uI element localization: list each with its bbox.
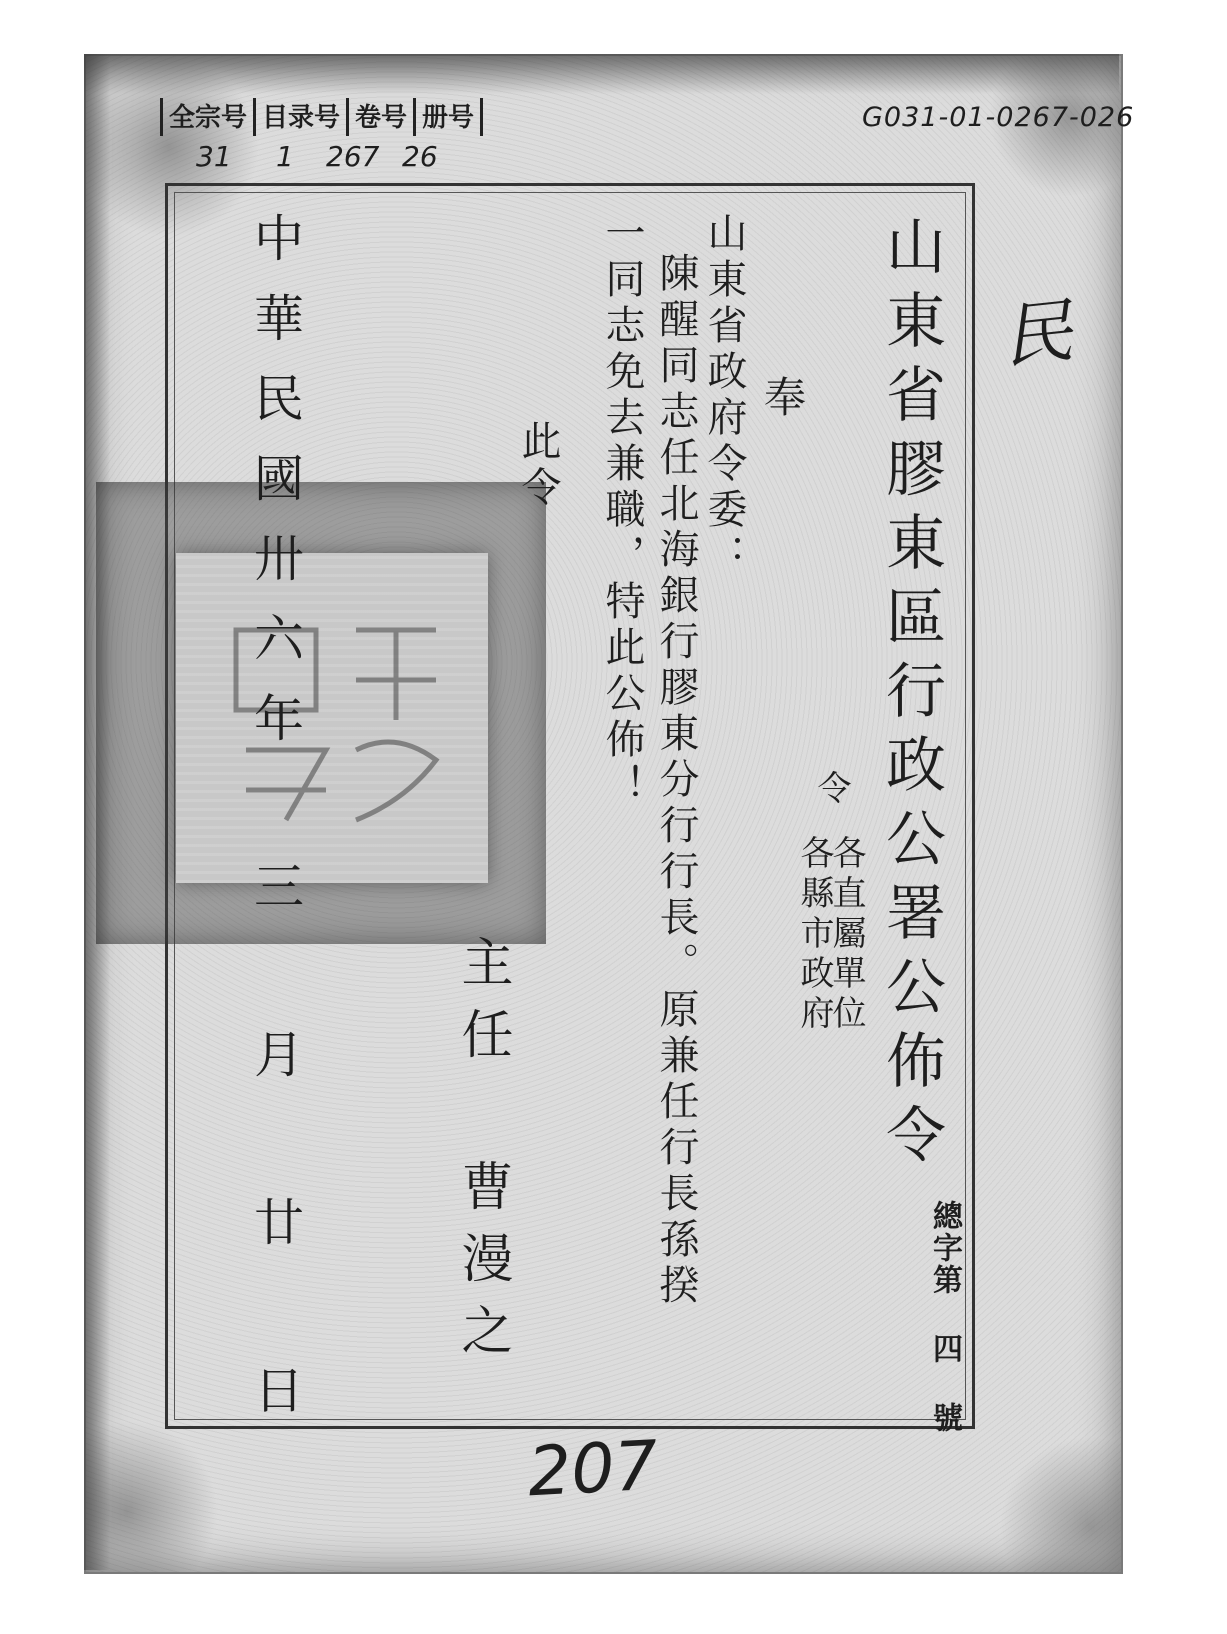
addressee-prefix: 令: [811, 770, 851, 804]
archive-id: G031-01-0267-026: [862, 102, 1135, 133]
body-line: 一同志免去兼職，特此公佈！: [599, 212, 645, 810]
ref-header-volume: 卷号: [349, 98, 416, 136]
document-serial-number: 總字第 四 號: [927, 1200, 962, 1434]
ref-value-volume: 267: [326, 140, 380, 173]
document-date: 中華民國卅六年 三 月 廿 日: [246, 212, 304, 1444]
recipient-line: 各直屬單位: [826, 835, 866, 1035]
ref-value-fonds: 31: [196, 140, 232, 173]
scan-shadow-top: [84, 54, 1119, 94]
archive-reference-table: [160, 98, 483, 136]
feng-character: 奉: [758, 375, 807, 417]
margin-handwritten-mark: 民: [998, 289, 1077, 379]
ref-header-catalog: 目录号: [256, 98, 349, 136]
body-line: 陳醒同志任北海銀行膠東分行行長。原兼任行長孫揆: [653, 252, 699, 1310]
seal-emblem-icon: [206, 590, 466, 850]
page-number: 207: [526, 1426, 660, 1513]
signature: 主任 曹漫之: [452, 935, 512, 1375]
ref-value-catalog: 1: [276, 140, 294, 173]
closing-phrase: 此令: [515, 420, 561, 512]
ref-header-fonds: 全宗号: [163, 98, 256, 136]
ref-value-book: 26: [402, 140, 438, 173]
body-line: 山東省政府令委：: [701, 212, 747, 580]
document-title: 山東省膠東區行政公署公佈令: [876, 215, 946, 1177]
ref-header-book: 册号: [416, 98, 483, 136]
recipient-line: 各縣市政府: [794, 835, 834, 1035]
